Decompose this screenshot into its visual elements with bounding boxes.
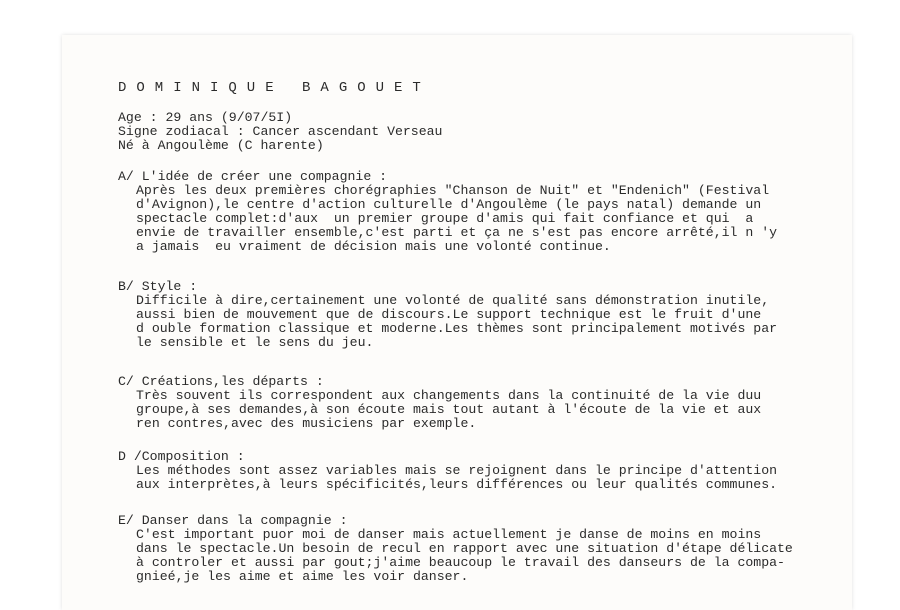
section-e-line: gnieé,je les aime et aime les voir danser.: [136, 569, 469, 584]
section-b-line: aussi bien de mouvement que de discours.Le support technique est le fruit d'une: [136, 307, 762, 322]
bio-born: Né à Angoulème (C harente): [118, 138, 324, 153]
section-heading-e: E/ Danser dans la compagnie :: [118, 513, 348, 528]
section-b-line: d ouble formation classique et moderne.Les thèmes sont principalement motivés par: [136, 321, 778, 336]
section-e-line: dans le spectacle.Un besoin de recul en rapport avec une situation d'étape délicate: [136, 541, 793, 556]
section-heading-b: B/ Style :: [118, 279, 198, 294]
section-b-line: Difficile à dire,certainement une volonté de qualité sans démonstration inutile,: [136, 293, 770, 308]
bio-sign: Signe zodiacal : Cancer ascendant Verseau: [118, 124, 443, 139]
section-b-line: le sensible et le sens du jeu.: [136, 335, 374, 350]
section-heading-d: D /Composition :: [118, 449, 245, 464]
section-c-line: Très souvent ils correspondent aux changements dans la continuité de la vie duu: [136, 388, 762, 403]
section-c-line: groupe,à ses demandes,à son écoute mais tout autant à l'écoute de la vie et aux: [136, 402, 762, 417]
document-title: DOMINIQUE BAGOUET: [118, 80, 431, 96]
bio-age: Age : 29 ans (9/07/5I): [118, 110, 293, 125]
section-a-line: envie de travailler ensemble,c'est parti et ça ne s'est pas encore arrêté,il n 'y: [136, 225, 778, 240]
section-a-line: Après les deux premières chorégraphies "Chanson de Nuit" et "Endenich" (Festival: [136, 183, 770, 198]
section-c-line: ren contres,avec des musiciens par exemple.: [136, 416, 477, 431]
section-d-line: aux interprètes,à leurs spécificités,leurs différences ou leur qualités communes.: [136, 477, 778, 492]
section-heading-c: C/ Créations,les départs :: [118, 374, 324, 389]
section-a-line: a jamais eu vraiment de décision mais une volonté continue.: [136, 239, 611, 254]
section-d-line: Les méthodes sont assez variables mais se rejoignent dans le principe d'attention: [136, 463, 778, 478]
section-e-line: à controler et aussi par gout;j'aime beaucoup le travail des danseurs de la compa-: [136, 555, 785, 570]
section-heading-a: A/ L'idée de créer une compagnie :: [118, 169, 388, 184]
section-a-line: spectacle complet:d'aux un premier groupe d'amis qui fait confiance et qui a: [136, 211, 754, 226]
section-a-line: d'Avignon),le centre d'action culturelle d'Angoulème (le pays natal) demande un: [136, 197, 762, 212]
section-e-line: C'est important puor moi de danser mais actuellement je danse de moins en moins: [136, 527, 762, 542]
